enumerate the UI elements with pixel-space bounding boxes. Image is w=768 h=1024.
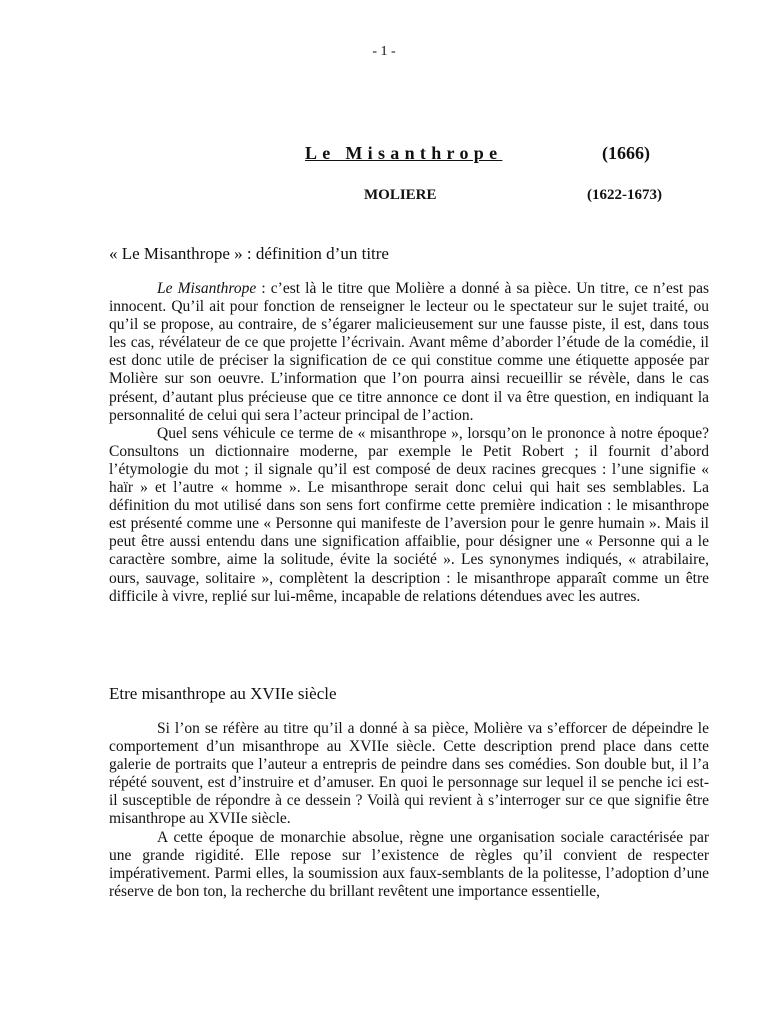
paragraph bbox=[109, 425, 709, 606]
page-number: - 1 - bbox=[372, 44, 396, 59]
play-title: Le Misanthrope bbox=[305, 143, 503, 163]
section-body-title-definition bbox=[109, 280, 709, 606]
author-name: MOLIERE bbox=[364, 187, 437, 203]
paragraph-text: : c’est là le titre que Molière a donné à sa pièce. Un titre, ce n’est pas innocent. Qu’il ait pour fonction de renseigner le lecteur ou le spectateur sur le sujet traité, ou qu’il se propose, au contraire, de s’égarer malicieusement sur une fausse piste, il est, dans tous les cas, révélateur de ce que projette l’écrivain. Avant même d’aborder l’étude de la comédie, il est donc utile de préciser la signification de ce qui constitue comme une étiquette apposée par Molière sur son oeuvre. L’information que l’on pourra ainsi recueillir se révèle, dans le cas présent, d’autant plus précieuse que ce titre annonce ce dont il va être question, en indiquant la personnalité de celui qui sera l’acteur principal de l’action. bbox=[109, 280, 709, 424]
author-dates: (1622-1673) bbox=[587, 187, 662, 203]
title-row bbox=[0, 143, 768, 167]
paragraph-text: Si l’on se réfère au titre qu’il a donné à sa pièce, Molière va s’efforcer de dépeindre le comportement d’un misanthrope au XVIIe siècle. Cette description prend place dans cette galerie de portraits que l’auteur a entrepris de peindre dans ses comédies. Son double but, il l’a répété souvent, est d’instruire et d’amuser. En quoi le personnage sur lequel il se penche ici est-il susceptible de répondre à ce dessein ? Voilà qui revient à s’interroger sur ce que signifie être misanthrope au XVIIe siècle. bbox=[109, 720, 709, 828]
paragraph bbox=[109, 280, 709, 425]
paragraph-text: Quel sens véhicule ce terme de « misanthrope », lorsqu’on le prononce à notre époque? Consultons un dictionnaire moderne, par exemple le Petit Robert ; il fournit d’abord l’étymologie du mot ; il signale qu’il est composé de deux racines grecques : l’une signifie « haïr » et l’autre « homme ». Le misanthrope serait donc celui qui hait ses semblables. La définition du mot utilisé dans son sens fort confirme cette première indication : le misanthrope est présenté comme une « Personne qui manifeste de l’aversion pour le genre humain ». Mais il peut être aussi entendu dans une signification affaiblie, pour désigner une « Personne qui a le caractère sombre, aime la solitude, évite la société ». Les synonymes indiqués, « atrabilaire, ours, sauvage, solitaire », complètent la description : le misanthrope apparaît comme un être difficile à vivre, replié sur lui-même, incapable de relations détendues avec les autres. bbox=[109, 424, 709, 605]
section-heading-title-definition: « Le Misanthrope » : définition d’un titre bbox=[109, 244, 389, 263]
section-body-misanthrope-17th bbox=[109, 720, 709, 901]
italic-title: Le Misanthrope bbox=[157, 280, 257, 297]
paragraph-text: A cette époque de monarchie absolue, règne une organisation sociale caractérisée par une grande rigidité. Elle repose sur l’existence de règles qu’il convient de respecter impérativement. Parmi elles, la soumission aux faux-semblants de la politesse, l’adoption d’une réserve de bon ton, la recherche du brillant revêtent une importance essentielle, bbox=[109, 828, 709, 900]
section-heading-misanthrope-17th: Etre misanthrope au XVIIe siècle bbox=[109, 684, 337, 703]
play-year: (1666) bbox=[602, 143, 650, 163]
paragraph bbox=[109, 720, 709, 829]
paragraph bbox=[109, 829, 709, 901]
